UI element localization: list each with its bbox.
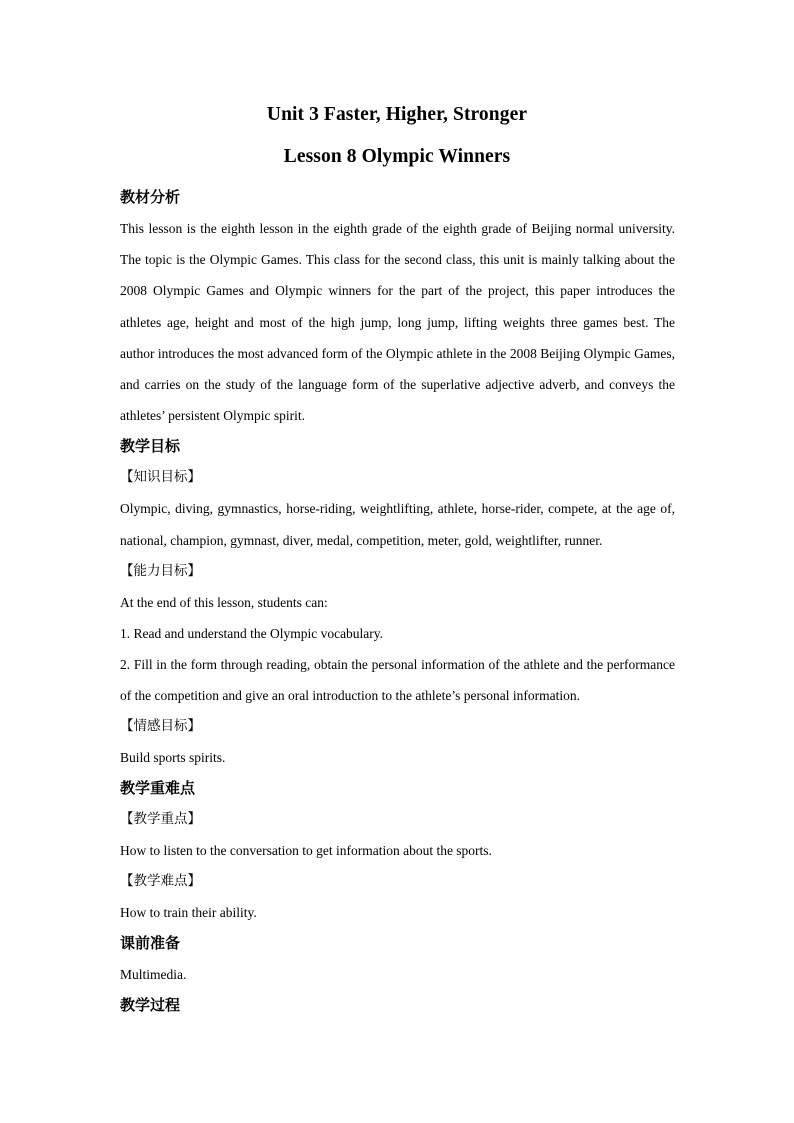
ability-objective-label: 【能力目标】: [120, 562, 201, 579]
emotion-objective-text: Build sports spirits.: [120, 750, 226, 766]
process-heading: 教学过程: [120, 996, 181, 1015]
document-body: [120, 182, 675, 1021]
ability-intro: At the end of this lesson, students can:: [120, 594, 328, 610]
preparation-heading: 课前准备: [120, 934, 181, 953]
unit-title: Unit 3 Faster, Higher, Stronger: [266, 104, 528, 125]
preparation-text: Multimedia.: [120, 967, 187, 983]
teaching-difficulty-text: How to train their ability.: [120, 905, 257, 921]
knowledge-objective-text: Olympic, diving, gymnastics, horse-riding, weightlifting, athlete, horse-rider, compete, at the age of, national, champion, gymnast, diver, medal, competition, meter, gold, weightlifter, runner.: [120, 501, 675, 548]
key-points-heading: 教学重难点: [120, 779, 196, 798]
emotion-objective-label: 【情感目标】: [120, 718, 201, 735]
ability-item-1: 1. Read and understand the Olympic vocabulary.: [120, 625, 384, 641]
teaching-focus-label: 【教学重点】: [120, 811, 201, 828]
analysis-paragraph: This lesson is the eighth lesson in the eighth grade of the eighth grade of Beijing normal university. The topic is the Olympic Games. This class for the second class, this unit is mainly talking about the 2008 Olympic Games and Olympic winners for the part of the project, this paper introduces the athletes age, height and most of the high jump, long jump, lifting weights three games best. The author introduces the most advanced form of the Olympic athlete in the 2008 Beijing Olympic Games, and carries on the study of the language form of the superlative adjective adverb, and conveys the athletes’ persistent Olympic spirit.: [120, 221, 675, 424]
teaching-focus-text: How to listen to the conversation to get information about the sports.: [120, 843, 492, 859]
teaching-difficulty-label: 【教学难点】: [120, 873, 201, 890]
analysis-heading: 教材分析: [120, 188, 181, 206]
objectives-heading: 教学目标: [120, 437, 181, 456]
lesson-title: Lesson 8 Olympic Winners: [283, 146, 511, 167]
ability-item-2: 2. Fill in the form through reading, obtain the personal information of the athlete and the performance of the competition and give an oral introduction to the athlete’s personal information.: [120, 656, 675, 704]
knowledge-objective-label: 【知识目标】: [120, 469, 201, 486]
